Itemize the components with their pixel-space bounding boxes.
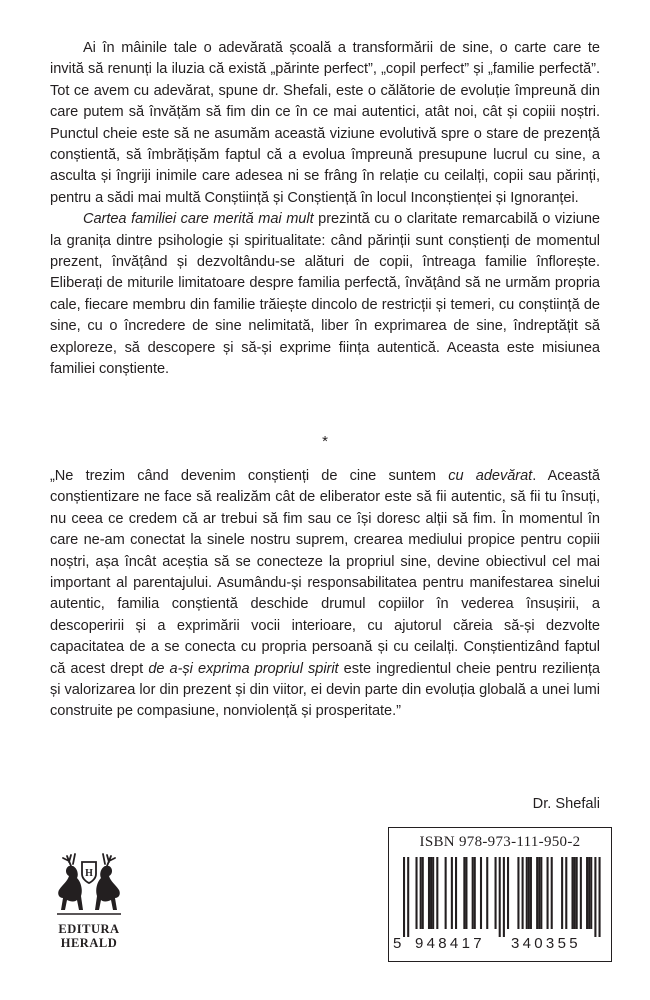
barcode-bar bbox=[528, 857, 530, 929]
barcode-bar bbox=[455, 857, 457, 929]
quote-text-3: este ingredientul cheie pentru reziliența și valorizarea lor din prezent și din viitor, ei devin parte din evoluția globală a unei lumi construite pe compasiune, nonviolență și prosperitate.” bbox=[50, 660, 600, 720]
barcode-bar bbox=[530, 857, 532, 929]
barcode-bar bbox=[551, 857, 553, 929]
barcode-bar bbox=[503, 857, 505, 937]
barcode-bar bbox=[495, 857, 497, 929]
quote-italic-1: cu adevărat bbox=[448, 468, 533, 484]
barcode-bar bbox=[430, 857, 432, 929]
barcode-bar bbox=[407, 857, 409, 937]
quote-paragraph bbox=[50, 466, 600, 723]
description-paragraph-2 bbox=[50, 209, 600, 380]
barcode-bar bbox=[422, 857, 424, 929]
quote-text-2: . Această conștientizare ne face să realizăm cât de eliberator este să fii autentic, să fii tu însuți, nu ceea ce credem că ar trebui să fim sau ce își doresc alții să fim. În momentul în care ne-am conectat la sinele nostru suprem, crearea mediului propice pentru copiii noștri, așa încât aceștia să se conecteze la propriul sine, devine obiectivul cel mai important al parentajului. Asumându-și responsabilitatea pentru manifestarea sinelui autentic, familia conștientă deschide drumul copiilor în vederea însușirii, a descoperirii și a exprimării vocii interioare, cu ajutorul căreia să-și dezvolte capacitatea de a se conecta cu propria persoană și cu ceilalți. Conștientizând faptul că acest drept bbox=[50, 468, 600, 677]
barcode-bar bbox=[547, 857, 549, 929]
publisher-logo bbox=[44, 852, 134, 950]
barcode-bar bbox=[580, 857, 582, 929]
barcode-bar bbox=[445, 857, 447, 929]
barcode-bar bbox=[463, 857, 465, 929]
barcode-right-digits: 340355 bbox=[511, 935, 581, 952]
barcode-bar bbox=[540, 857, 542, 929]
barcode-bar bbox=[472, 857, 474, 929]
barcode-left-digits: 948417 bbox=[415, 935, 485, 952]
barcode-bar bbox=[428, 857, 430, 929]
barcode-bar bbox=[415, 857, 417, 929]
barcode-first-digit: 5 bbox=[393, 935, 402, 952]
publisher-name-line2: HERALD bbox=[60, 936, 118, 950]
book-title-italic: Cartea familiei care merită mai mult bbox=[83, 211, 314, 228]
deer-emblem-icon bbox=[49, 852, 129, 922]
description-paragraph-2-text: prezintă cu o claritate remarcabilă o viziune la granița dintre psihologie și spiritualitate: când părinții sunt conștienți de momentul prezent, învățând și dezvoltându-se alături de copii, întreaga familie înflorește. Eliberați de miturile limitatoare despre familia perfectă, învățând să ne urmăm propria cale, fiecare membru din familie trăiește dincolo de restricții și temeri, cu conștiință de sine, cu o încredere de sine nelimitată, liber în exprimarea de sine, îndreptățit să exploreze, să descopere și să-și exprime ființa autentică. Aceasta este misiunea familiei conștiente. bbox=[50, 211, 600, 378]
barcode-icon bbox=[395, 857, 605, 937]
barcode-bar bbox=[538, 857, 540, 929]
barcode-bar bbox=[507, 857, 509, 929]
barcode-bar bbox=[576, 857, 578, 929]
barcode-bar bbox=[586, 857, 588, 929]
barcode-bar bbox=[561, 857, 563, 929]
barcode-bar bbox=[574, 857, 576, 929]
quote-block bbox=[50, 466, 600, 723]
barcode-bar bbox=[420, 857, 422, 929]
barcode-bar bbox=[480, 857, 482, 929]
barcode-bar bbox=[465, 857, 467, 929]
barcode-bar bbox=[590, 857, 592, 929]
section-separator: * bbox=[322, 433, 328, 450]
description-block bbox=[50, 38, 600, 381]
quote-italic-2: de a-și exprima propriul spirit bbox=[148, 660, 339, 677]
barcode-bar bbox=[486, 857, 488, 929]
barcode-bar bbox=[522, 857, 524, 929]
barcode-bar bbox=[599, 857, 601, 937]
barcode-bar bbox=[451, 857, 453, 929]
barcode-bar bbox=[588, 857, 590, 929]
emblem-letter: H bbox=[85, 868, 93, 879]
barcode-box bbox=[388, 827, 612, 962]
barcode-bar bbox=[436, 857, 438, 929]
quote-signature: Dr. Shefali bbox=[532, 796, 600, 812]
publisher-name-line1: EDITURA bbox=[58, 922, 120, 936]
barcode-bar bbox=[474, 857, 476, 929]
barcode-bar bbox=[571, 857, 573, 929]
barcode-bar bbox=[594, 857, 596, 937]
barcode-bar bbox=[526, 857, 528, 929]
barcode-bar bbox=[565, 857, 567, 929]
barcode-bar bbox=[403, 857, 405, 937]
barcode-bar bbox=[517, 857, 519, 929]
barcode-bar bbox=[499, 857, 501, 937]
quote-text-1: „Ne trezim când devenim conștienți de cine suntem bbox=[50, 468, 449, 484]
barcode-bar bbox=[536, 857, 538, 929]
barcode-bar bbox=[432, 857, 434, 929]
description-paragraph-1: Ai în mâinile tale o adevărată școală a transformării de sine, o carte care te invită să renunți la iluzia că există „părinte perfect”, „copil perfect” și „familie perfectă”. Tot ce avem cu adevărat, spune dr. Shefali, este o călătorie de evoluție împreună din care putem să învățăm să fim din ce în ce mai autentici, atât noi, cât și copiii noștri. Punctul cheie este să ne asumăm această viziune evolutivă spre o stare de prezență conștientă, să îmbrățișăm faptul că a evolua împreună presupune lucrul cu sine, a asculta și îngriji inimile care adesea ni se frâng în relație cu ceilalți, copii sau părinți, pentru a sădi mai multă Conștiință și Conștiență în locul Inconștienței și Ignoranței. bbox=[50, 40, 600, 206]
isbn-number: ISBN 978-973-111-950-2 bbox=[419, 834, 581, 850]
